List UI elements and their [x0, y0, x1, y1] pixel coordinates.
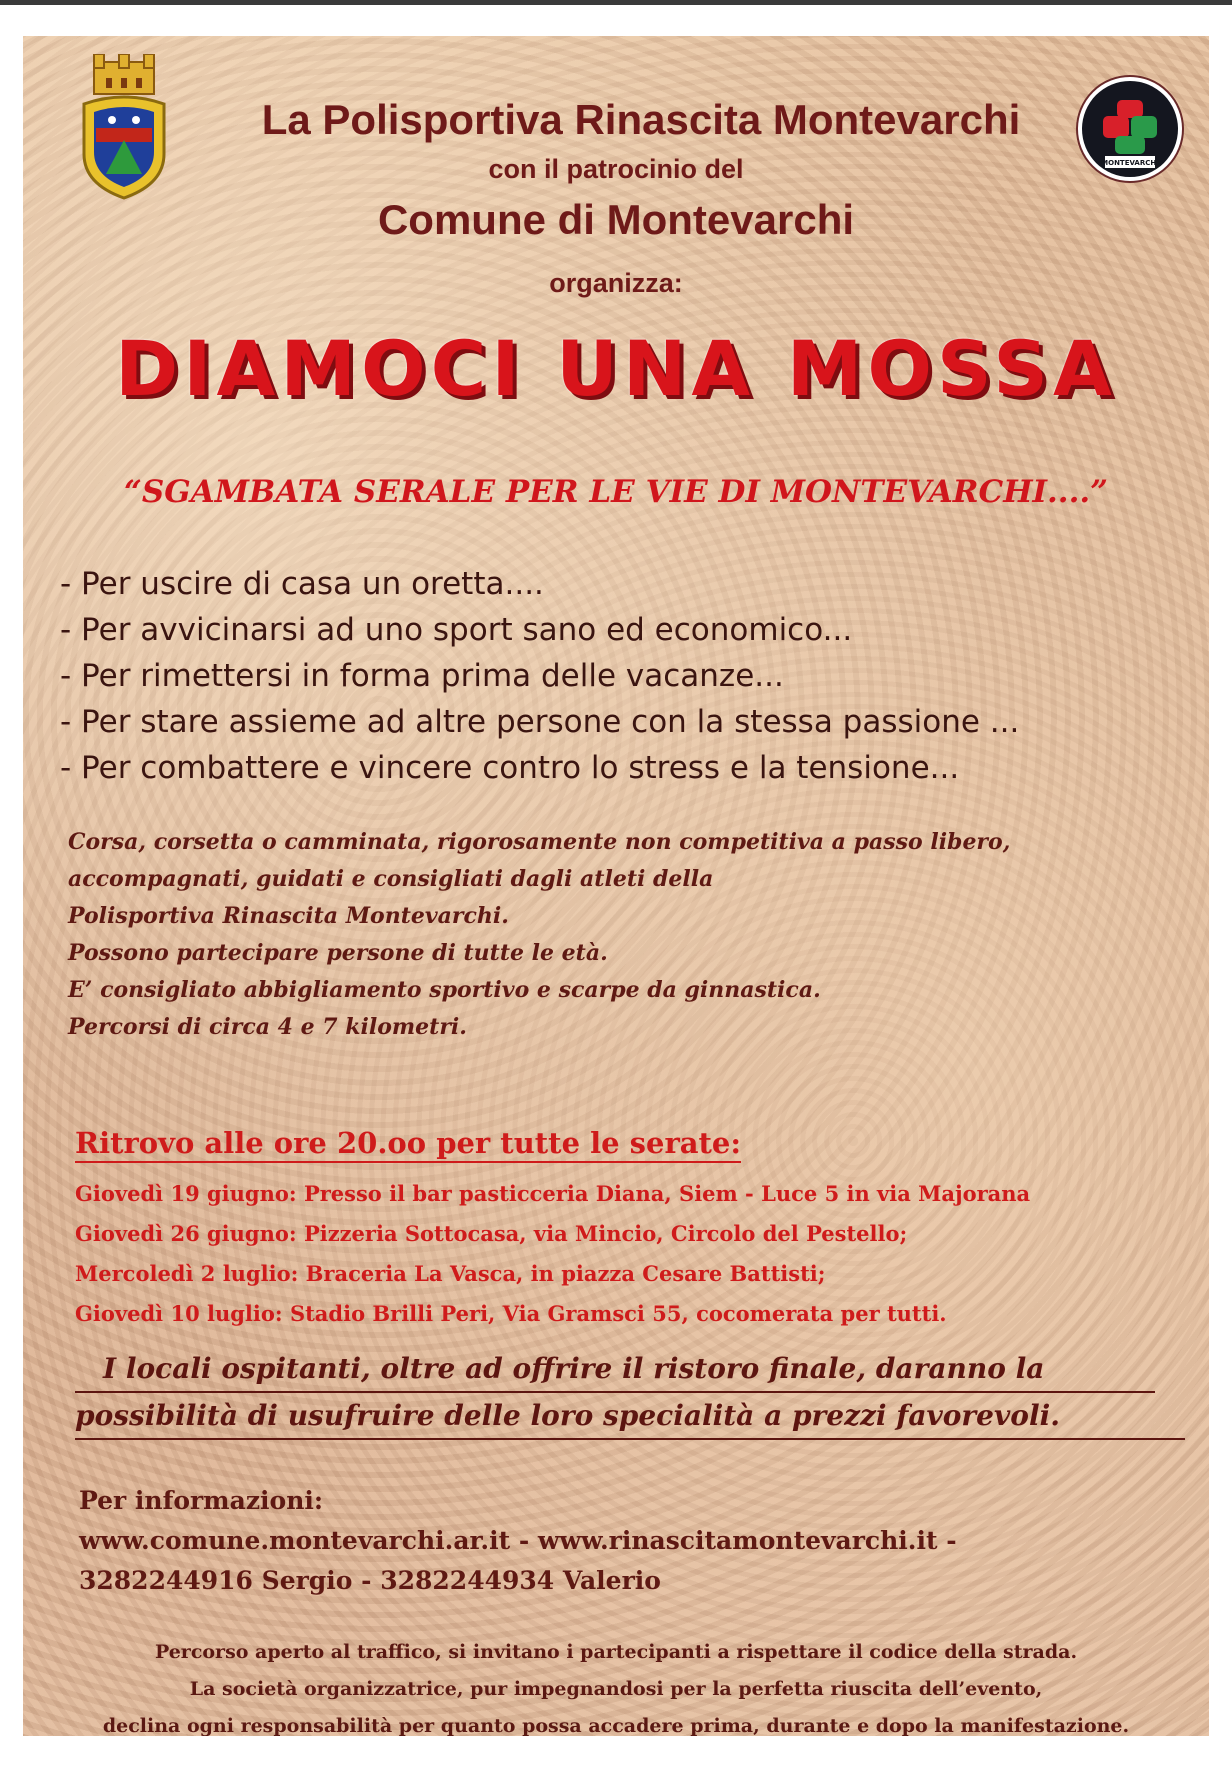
reason-item: - Per rimettersi in forma prima delle vacanze... [60, 658, 784, 694]
event-subtitle: “SGAMBATA SERALE PER LE VIE DI MONTEVARCHI....” [123, 474, 1109, 510]
meeting-dates [75, 1174, 1185, 1334]
disclaimer-footer [23, 1634, 1209, 1736]
event-title: DIAMOCI UNA MOSSA [115, 324, 1117, 413]
reason-item: - Per avvicinarsi ad uno sport sano ed economico... [60, 612, 853, 648]
description-line: E’ consigliato abbigliamento sportivo e scarpe da ginnastica. [68, 977, 821, 1003]
patronage-line: con il patrocinio del [488, 154, 744, 184]
reason-item: - Per combattere e vincere contro lo stress e la tensione... [60, 750, 960, 786]
reason-item: - Per stare assieme ad altre persone con la stessa passione ... [60, 704, 1020, 740]
organizer-name: La Polisportiva Rinascita Montevarchi [261, 96, 1021, 143]
description-line: Polisportiva Rinascita Montevarchi. [68, 903, 509, 929]
municipality-name: Comune di Montevarchi [377, 196, 855, 243]
event-poster [23, 36, 1209, 1736]
date-item: Giovedì 10 luglio: Stadio Brilli Peri, Via Gramsci 55, cocomerata per tutti. [75, 1301, 947, 1326]
meeting-heading: Ritrovo alle ore 20.oo per tutte le serate: [75, 1126, 741, 1163]
footer-line: Percorso aperto al traffico, si invitano i partecipanti a rispettare il codice della strada. [154, 1641, 1078, 1663]
date-item: Giovedì 19 giugno: Presso il bar pasticceria Diana, Siem - Luce 5 in via Majorana [75, 1181, 1031, 1206]
info-heading: Per informazioni: [79, 1486, 324, 1515]
reason-item: - Per uscire di casa un oretta.... [60, 566, 544, 602]
info-phones: 3282244916 Sergio - 3282244934 Valerio [79, 1566, 661, 1595]
date-item: Mercoledì 2 luglio: Braceria La Vasca, in piazza Cesare Battisti; [75, 1261, 826, 1286]
footer-line: declina ogni responsabilità per quanto possa accadere prima, durante e dopo la manifestazione. [102, 1715, 1130, 1736]
reasons-list [60, 561, 1160, 791]
page-top-border [0, 0, 1232, 5]
footer-line: La società organizzatrice, pur impegnandosi per la perfetta riuscita dell’evento, [189, 1678, 1043, 1700]
badge-city-text: MONTEVARCHI [1101, 159, 1159, 167]
hosts-note [75, 1346, 1185, 1440]
organizes-label: organizza: [549, 268, 683, 298]
description-line: Possono partecipare persone di tutte le età. [68, 940, 608, 966]
event-description [68, 824, 1188, 1046]
info-websites: www.comune.montevarchi.ar.it - www.rinascitamontevarchi.it - [79, 1526, 957, 1555]
hosts-note-line: I locali ospitanti, oltre ad offrire il ristoro finale, daranno la [75, 1346, 1155, 1393]
hosts-note-line: possibilità di usufruire delle loro specialità a prezzi favorevoli. [75, 1393, 1185, 1440]
contact-info [79, 1481, 1189, 1601]
description-line: Corsa, corsetta o camminata, rigorosamente non competitiva a passo libero, [68, 829, 1011, 855]
date-item: Giovedì 26 giugno: Pizzeria Sottocasa, via Mincio, Circolo del Pestello; [75, 1221, 908, 1246]
description-line: Percorsi di circa 4 e 7 kilometri. [68, 1014, 467, 1040]
description-line: accompagnati, guidati e consigliati dagli atleti della [68, 866, 714, 892]
